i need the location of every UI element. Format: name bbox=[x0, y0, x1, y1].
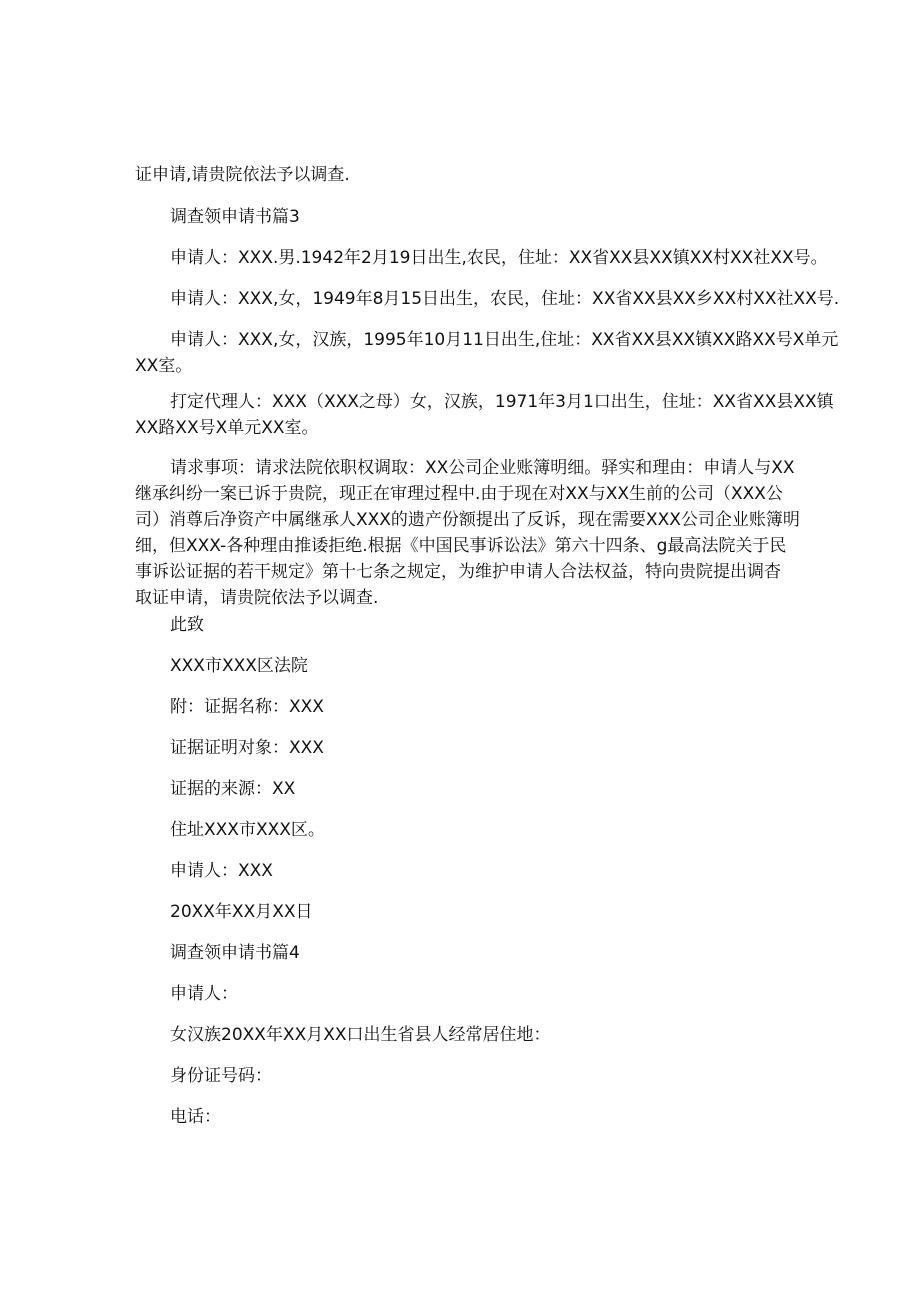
request-line-6: 取证申请，请贵院依法予以调查. bbox=[135, 588, 379, 608]
applicant-1-text: 申请人：XXX.男.1942年2月19日出生,农民，住址：XX省XX县XX镇XX村XX社XX号。 bbox=[170, 248, 828, 268]
address-text: 住址XXX市XXX区。 bbox=[170, 820, 325, 840]
attachment-evidence-name: 附：证据名称：XXX bbox=[170, 697, 324, 717]
evidence-source: 证据的来源：XX bbox=[170, 779, 296, 799]
section-4-applicant-label: 申请人： bbox=[170, 984, 238, 1004]
agent-line-2: XX路XX号X单元XX室。 bbox=[135, 418, 319, 438]
applicant-3-line-1: 申请人：XXX,女，汉族，1995年10月11日出生,住址：XX省XX县XX镇XX路XX号X单元 bbox=[170, 330, 839, 350]
court-name: XXX市XXX区法院 bbox=[170, 656, 308, 676]
request-line-2: 继承纠纷一案已诉于贵院，现正在审理过程中.由于现在对XX与XX生前的公司（XXX公 bbox=[135, 484, 783, 504]
signature-applicant: 申请人：XXX bbox=[170, 861, 273, 881]
applicant-3-line-2: XX室。 bbox=[135, 356, 193, 376]
section-4-title: 调查领申请书篇4 bbox=[170, 943, 300, 963]
request-line-5: 事诉讼证据的若干规定》第十七条之规定，为维护申请人合法权益，特向贵院提出调杳 bbox=[135, 562, 781, 582]
request-paragraph bbox=[135, 455, 800, 611]
request-line-1: 请求事项：请求法院依职权调取：XX公司企业账簿明细。驿实和理由：申请人与XX bbox=[170, 458, 795, 478]
date-text: 20XX年XX月XX日 bbox=[170, 902, 313, 922]
request-line-3: 司）消尊后净资产中属继承人XXX的遗产份额提出了反诉，现在需要XXX公司企业账簿明 bbox=[135, 510, 800, 530]
applicant-3-paragraph bbox=[135, 327, 838, 379]
applicant-2-text: 申请人：XXX,女，1949年8月15日出生，农民，住址：XX省XX县XX乡XX村XX社XX号. bbox=[170, 289, 840, 309]
section-4-id-number-label: 身份证号码： bbox=[170, 1066, 272, 1086]
salutation-text: 此致 bbox=[170, 615, 204, 635]
section-4-applicant-info: 女汉族20XX年XX月XX口出生省县人经常居住地： bbox=[170, 1025, 551, 1045]
request-line-4: 细，但XXX-各种理由推诿拒绝.根据《中国民事诉讼法》第六十四条、g最高法院关于民 bbox=[135, 536, 787, 556]
section-3-title: 调查领申请书篇3 bbox=[170, 207, 300, 227]
section-4-phone-label: 电话： bbox=[170, 1107, 221, 1127]
agent-paragraph bbox=[135, 389, 834, 441]
agent-line-1: 打定代理人：XXX（XXX之母）女，汉族，1971年3月1口出生，住址：XX省XX县XX镇 bbox=[170, 392, 834, 412]
intro-tail-text: 证申请,请贵院依法予以调查. bbox=[135, 165, 350, 185]
evidence-object: 证据证明对象：XXX bbox=[170, 738, 324, 758]
